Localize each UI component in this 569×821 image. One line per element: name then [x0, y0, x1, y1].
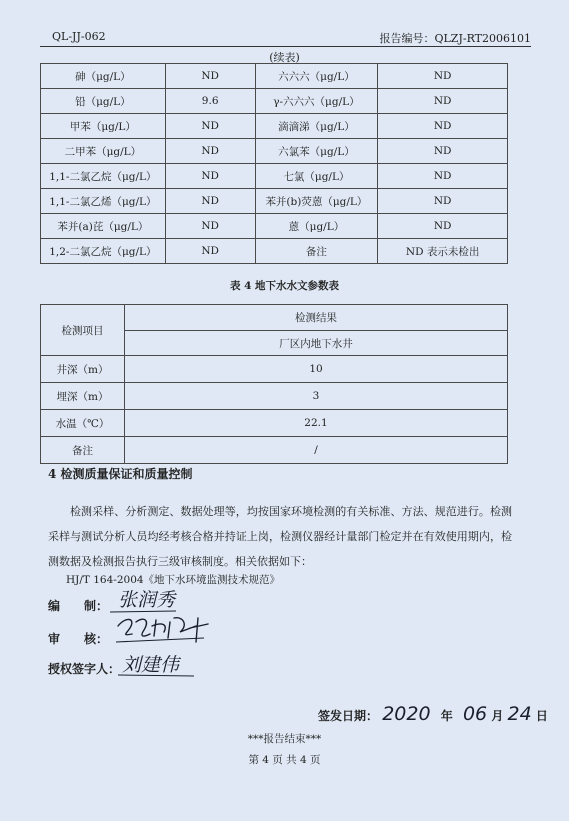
table-cell: ND 表示未检出 — [378, 239, 508, 264]
issue-year: 2020 — [382, 703, 431, 725]
editor-label: 编 制： — [48, 599, 109, 613]
report-end-marker: ***报告结束*** — [247, 733, 322, 745]
table-cell: ND — [165, 114, 255, 139]
table-row — [41, 64, 508, 89]
column-header-result: 检测结果 — [125, 305, 508, 331]
table-cell: 六氯苯（μg/L） — [255, 139, 378, 164]
table-cell: 1,2-二氯乙烷（μg/L） — [41, 239, 166, 264]
table-row — [41, 410, 508, 437]
document-code: QL-JJ-062 — [52, 30, 106, 43]
table-cell: 3 — [125, 383, 508, 410]
table-row — [41, 437, 508, 464]
reviewer-signature — [112, 612, 216, 646]
table-cell: 苯并(b)荧蒽（μg/L） — [255, 189, 378, 214]
table-cell: 1,1-二氯乙烯（μg/L） — [41, 189, 166, 214]
month-unit: 月 — [491, 709, 504, 723]
page-number: 第 4 页 共 4 页 — [248, 754, 321, 766]
table-cell: 井深（m） — [41, 356, 125, 383]
table-cell: ND — [378, 139, 508, 164]
table-cell: ND — [165, 239, 255, 264]
table-cell: 六六六（μg/L） — [255, 64, 378, 89]
table-row — [41, 114, 508, 139]
issue-day: 24 — [507, 703, 532, 725]
table-cell: ND — [378, 214, 508, 239]
table-cell: ND — [165, 189, 255, 214]
standard-reference: HJ/T 164-2004《地下水环境监测技术规范》 — [66, 574, 281, 586]
table-caption: 表 4 地下水水文参数表 — [229, 280, 340, 292]
table-row — [41, 89, 508, 114]
table-row — [41, 239, 508, 264]
column-subheader: 厂区内地下水井 — [125, 331, 508, 356]
hydrology-table — [40, 304, 508, 464]
table-cell: 9.6 — [165, 89, 255, 114]
table-cell: γ-六六六（μg/L） — [255, 89, 378, 114]
table-cell: 七氯（μg/L） — [255, 164, 378, 189]
table-row — [41, 383, 508, 410]
approver-signature-underline — [116, 672, 196, 678]
approver-signature: 刘建伟 — [122, 654, 180, 676]
table-cell: 滴滴涕（μg/L） — [255, 114, 378, 139]
table-cell: ND — [165, 164, 255, 189]
table-cell: ND — [378, 164, 508, 189]
table-cell: 砷（μg/L） — [41, 64, 166, 89]
table-row — [41, 139, 508, 164]
table-cell: 铅（μg/L） — [41, 89, 166, 114]
table-cell: 备注 — [255, 239, 378, 264]
quality-control-paragraph: 检测采样、分析测定、数据处理等，均按国家环境检测的有关标准、方法、规范进行。检测采样与测试分析人员均经考核合格并持证上岗，检测仪器经计量部门检定并在有效使用期内，检测数据及检测报告执行三级审核制度。相关依据如下： — [48, 505, 512, 568]
table-cell: 埋深（m） — [41, 383, 125, 410]
editor-signature: 张润秀 — [118, 589, 176, 611]
year-unit: 年 — [440, 709, 453, 723]
continued-label: (续表) — [269, 51, 300, 64]
issue-month: 06 — [462, 703, 488, 725]
table-cell: 备注 — [41, 437, 125, 464]
table-cell: 蒽（μg/L） — [255, 214, 378, 239]
table-cell: 10 — [125, 356, 508, 383]
issue-date — [318, 703, 548, 725]
table-cell: 甲苯（μg/L） — [41, 114, 166, 139]
table-row — [41, 356, 508, 383]
report-number: 报告编号：QLZJ-RT2006101 — [379, 32, 531, 45]
table-cell: ND — [378, 64, 508, 89]
table-cell: 22.1 — [125, 410, 508, 437]
test-results-table — [40, 63, 508, 264]
column-header-item: 检测项目 — [41, 305, 125, 356]
table-row — [41, 214, 508, 239]
table-cell: 二甲苯（μg/L） — [41, 139, 166, 164]
approver-label: 授权签字人： — [48, 662, 121, 676]
table-cell: ND — [165, 139, 255, 164]
table-cell: 水温（℃） — [41, 410, 125, 437]
section-heading: 4 检测质量保证和质量控制 — [48, 467, 193, 481]
table-row — [41, 189, 508, 214]
page-header — [40, 30, 531, 47]
reviewer-label: 审 核： — [48, 632, 109, 646]
day-unit: 日 — [535, 709, 548, 723]
issue-date-label: 签发日期： — [318, 709, 379, 723]
table-cell: 1,1-二氯乙烷（μg/L） — [41, 164, 166, 189]
table-cell: 苯并(a)芘（μg/L） — [41, 214, 166, 239]
table-cell: ND — [165, 64, 255, 89]
table-cell: ND — [378, 89, 508, 114]
table-cell: / — [125, 437, 508, 464]
table-row — [41, 164, 508, 189]
table-cell: ND — [378, 114, 508, 139]
table-cell: ND — [378, 189, 508, 214]
table-cell: ND — [165, 214, 255, 239]
